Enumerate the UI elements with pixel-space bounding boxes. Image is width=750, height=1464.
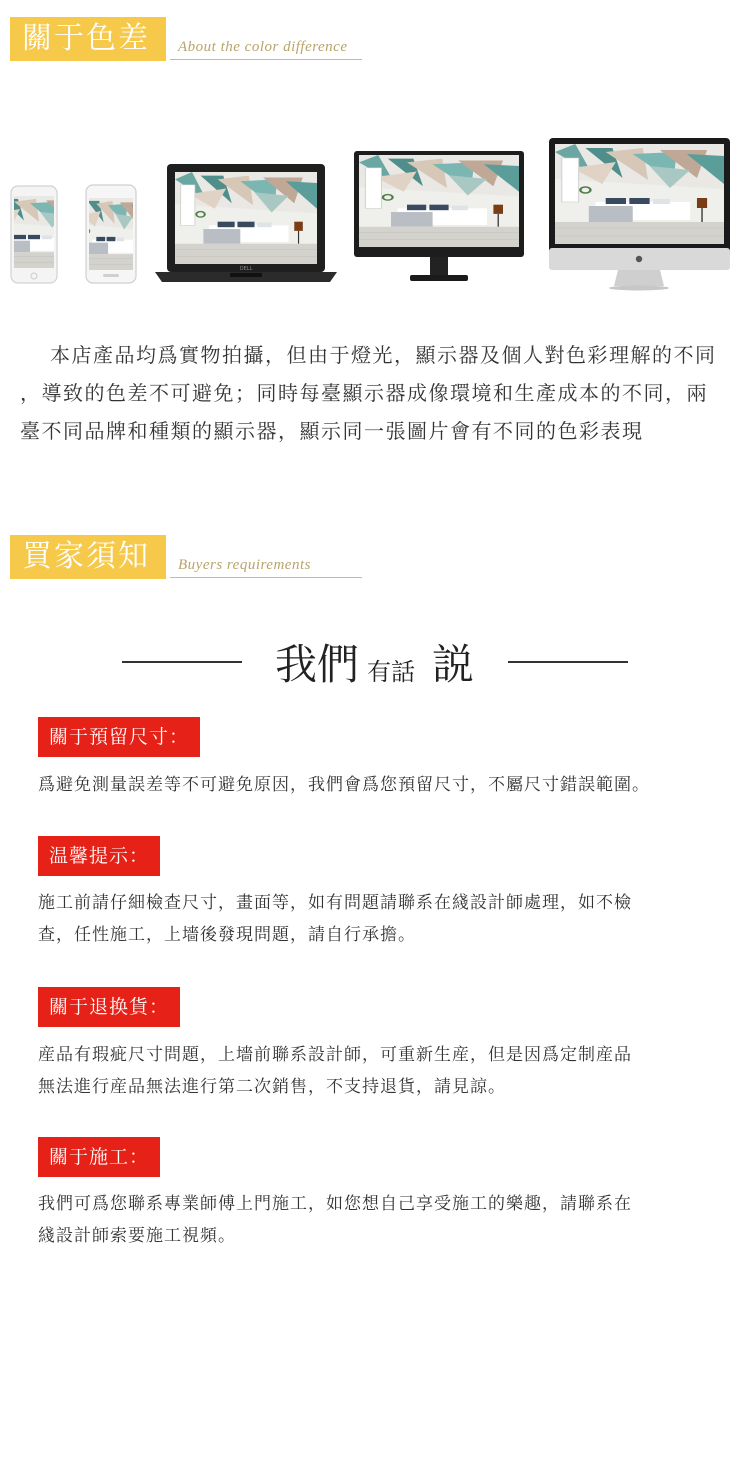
section-header-color-difference [10,17,370,61]
notice-tag-reserved-size: 關于預留尺寸： [38,717,200,757]
heading-text-part1: 我們 [275,640,360,689]
section-subtitle: Buyers requirements [178,557,311,573]
phone-small-device [0,186,84,283]
laptop-device [155,164,337,282]
paragraph-line: 本店產品均爲實物拍攝，但由于燈光，顯示器及個人對色彩理解的不同 [50,343,717,367]
notice-text-returns [38,1039,718,1103]
color-difference-paragraph [20,336,735,450]
notice-tag-installation: 關于施工： [38,1137,160,1177]
section-header-buyers [10,535,370,579]
desktop-monitor-device [354,151,524,281]
section-title: 買家須知 [10,535,166,579]
phone-large-device [74,185,147,283]
notice-line: 施工前請仔細檢查尺寸，畫面等，如有問題請聯系在綫設計師處理，如不檢 [38,893,632,913]
heading-text-part2: 有話 [367,658,415,686]
heading-text-part3: 説 [432,640,475,689]
heading-rule-right [508,661,628,663]
imac-device [549,138,730,291]
notice-line: 綫設計師索要施工視頻。 [38,1226,236,1246]
device-comparison-illustration [0,130,750,300]
notice-text-reserved-size [38,769,718,801]
talk-heading [0,630,750,690]
notice-tag-returns: 關于退换貨： [38,987,180,1027]
paragraph-line: ，導致的色差不可避免；同時每臺顯示器成像環境和生產成本的不同，兩 [20,381,708,405]
section-underline [170,59,362,60]
section-title: 關于色差 [10,17,166,61]
notice-line: 查，任性施工，上墻後發現問題，請自行承擔。 [38,925,416,945]
paragraph-line: 臺不同品牌和種類的顯示器，顯示同一張圖片會有不同的色彩表現 [20,419,644,443]
notice-text-tips [38,887,718,951]
laptop-brand-label: DELL [239,266,253,272]
section-subtitle: About the color difference [178,39,348,55]
notice-line: 爲避免測量誤差等不可避免原因，我們會爲您預留尺寸，不屬尺寸錯誤範圍。 [38,775,650,795]
section-underline [170,577,362,578]
notice-line: 産品有瑕疵尺寸問題，上墻前聯系設計師，可重新生産，但是因爲定制産品 [38,1045,632,1065]
notice-text-installation [38,1188,718,1252]
heading-rule-left [122,661,242,663]
notice-line: 我們可爲您聯系專業師傅上門施工，如您想自己享受施工的樂趣，請聯系在 [38,1194,632,1214]
notice-tag-tips: 温馨提示： [38,836,160,876]
notice-line: 無法進行産品無法進行第二次銷售，不支持退貨，請見諒。 [38,1077,506,1097]
